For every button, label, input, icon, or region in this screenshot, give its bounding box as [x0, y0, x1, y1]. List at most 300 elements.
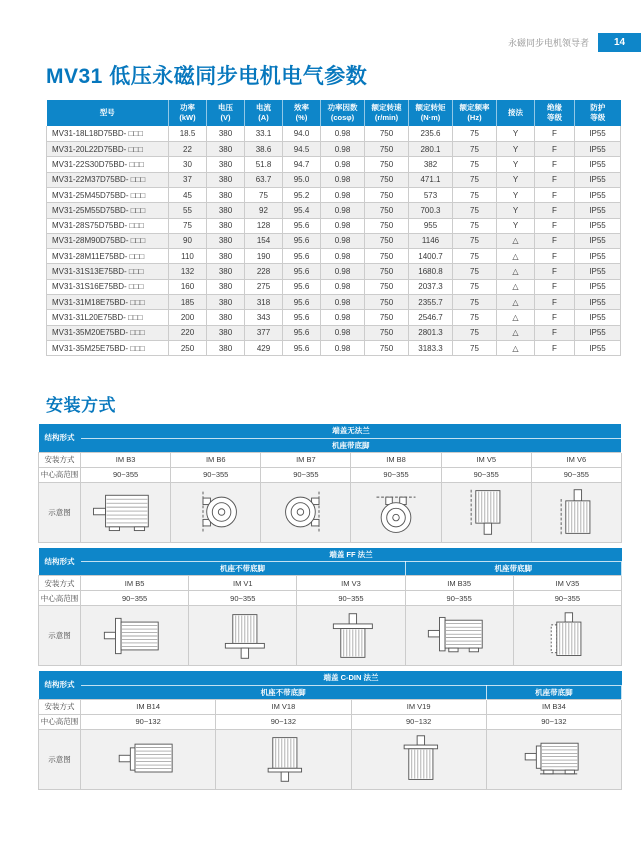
foot-group-row — [39, 438, 622, 452]
value-cell: 55 — [169, 203, 207, 218]
value-cell: △ — [497, 233, 535, 248]
value-cell: 63.7 — [245, 172, 283, 187]
value-cell: IP55 — [575, 249, 621, 264]
value-cell: 90 — [169, 233, 207, 248]
spec-table-row — [47, 203, 621, 218]
value-cell: 94.7 — [283, 157, 321, 172]
motor-diagram-cell — [351, 729, 486, 789]
motor-vert-flange-down-icon — [201, 610, 285, 662]
spec-col-header: 额定转矩 (N·m) — [409, 100, 453, 126]
spec-table-row — [47, 126, 621, 141]
spec-table-row — [47, 325, 621, 340]
value-cell: 750 — [365, 325, 409, 340]
value-cell: 75 — [169, 218, 207, 233]
value-cell: 22 — [169, 142, 207, 157]
center-height-range: 90~355 — [261, 467, 351, 482]
spec-table-row — [47, 157, 621, 172]
structure-row — [39, 548, 622, 562]
value-cell: 429 — [245, 340, 283, 355]
value-cell: F — [535, 310, 575, 325]
value-cell: △ — [497, 325, 535, 340]
value-cell: 0.98 — [321, 203, 365, 218]
foot-group-label: 机座带底脚 — [81, 438, 622, 452]
value-cell: △ — [497, 340, 535, 355]
value-cell: 1680.8 — [409, 264, 453, 279]
value-cell: IP55 — [575, 325, 621, 340]
page-number-badge: 14 — [598, 33, 641, 52]
header-tagline: 永磁同步电机领导者 — [507, 38, 589, 48]
value-cell: 750 — [365, 279, 409, 294]
flange-type: 端盖 C-DIN 法兰 — [81, 671, 622, 685]
motor-front-feet-right-icon — [264, 486, 348, 538]
value-cell: 75 — [453, 325, 497, 340]
mount-code: IM V6 — [531, 452, 621, 467]
value-cell: 185 — [169, 295, 207, 310]
value-cell: 95.6 — [283, 340, 321, 355]
value-cell: 380 — [207, 142, 245, 157]
mount-code: IM B7 — [261, 452, 351, 467]
value-cell: 750 — [365, 187, 409, 202]
model-cell: MV31-25M45D75BD- □□□ — [47, 187, 169, 202]
range-row-label: 中心高范围 — [39, 714, 81, 729]
spec-col-header: 效率 (%) — [283, 100, 321, 126]
model-cell: MV31-28M11E75BD- □□□ — [47, 249, 169, 264]
motor-diagram-cell — [81, 482, 171, 542]
value-cell: 955 — [409, 218, 453, 233]
value-cell: 110 — [169, 249, 207, 264]
motor-diagram-cell — [513, 606, 621, 666]
center-height-range: 90~132 — [351, 714, 486, 729]
center-height-range: 90~355 — [81, 467, 171, 482]
value-cell: 0.98 — [321, 187, 365, 202]
spec-table-row — [47, 187, 621, 202]
value-cell: 75 — [453, 172, 497, 187]
range-row — [39, 591, 622, 606]
value-cell: 75 — [453, 142, 497, 157]
value-cell: F — [535, 233, 575, 248]
spec-table-row — [47, 172, 621, 187]
model-cell: MV31-28M90D75BD- □□□ — [47, 233, 169, 248]
spec-col-header: 电压 (V) — [207, 100, 245, 126]
value-cell: 2355.7 — [409, 295, 453, 310]
mount-code: IM B6 — [171, 452, 261, 467]
mount-code: IM B34 — [486, 699, 621, 714]
value-cell: 750 — [365, 233, 409, 248]
model-cell: MV31-31S16E75BD- □□□ — [47, 279, 169, 294]
value-cell: IP55 — [575, 126, 621, 141]
diagram-row — [39, 606, 622, 666]
value-cell: 380 — [207, 249, 245, 264]
spec-table-row — [47, 249, 621, 264]
value-cell: 280.1 — [409, 142, 453, 157]
spec-col-header: 接法 — [497, 100, 535, 126]
center-height-range: 90~355 — [81, 591, 189, 606]
model-cell: MV31-22S30D75BD- □□□ — [47, 157, 169, 172]
value-cell: 343 — [245, 310, 283, 325]
value-cell: 0.98 — [321, 264, 365, 279]
value-cell: 380 — [207, 157, 245, 172]
value-cell: 318 — [245, 295, 283, 310]
value-cell: 95.6 — [283, 233, 321, 248]
diagram-row — [39, 729, 622, 789]
motor-vert-up-wall-icon — [534, 486, 618, 538]
mount-code: IM V18 — [216, 699, 351, 714]
value-cell: IP55 — [575, 233, 621, 248]
value-cell: 75 — [453, 340, 497, 355]
value-cell: 200 — [169, 310, 207, 325]
value-cell: Y — [497, 218, 535, 233]
value-cell: 95.2 — [283, 187, 321, 202]
value-cell: 750 — [365, 157, 409, 172]
value-cell: 275 — [245, 279, 283, 294]
page-header — [508, 33, 641, 52]
value-cell: 132 — [169, 264, 207, 279]
motor-vert-down-wall-icon — [444, 486, 528, 538]
value-cell: 95.6 — [283, 249, 321, 264]
motor-front-feet-top-icon — [354, 486, 438, 538]
spec-table — [46, 100, 621, 356]
value-cell: 75 — [453, 218, 497, 233]
foot-group-label: 机座不带底脚 — [81, 685, 487, 699]
foot-group-row — [39, 562, 622, 576]
value-cell: 18.5 — [169, 126, 207, 141]
structure-row — [39, 424, 622, 438]
value-cell: 3183.3 — [409, 340, 453, 355]
value-cell: 700.3 — [409, 203, 453, 218]
value-cell: 30 — [169, 157, 207, 172]
spec-table-row — [47, 340, 621, 355]
value-cell: IP55 — [575, 218, 621, 233]
value-cell: 0.98 — [321, 126, 365, 141]
motor-front-feet-left-icon — [174, 486, 258, 538]
value-cell: 750 — [365, 340, 409, 355]
value-cell: F — [535, 264, 575, 279]
value-cell: 377 — [245, 325, 283, 340]
value-cell: 0.98 — [321, 279, 365, 294]
value-cell: 38.6 — [245, 142, 283, 157]
model-cell: MV31-20L22D75BD- □□□ — [47, 142, 169, 157]
value-cell: 128 — [245, 218, 283, 233]
model-cell: MV31-35M20E75BD- □□□ — [47, 325, 169, 340]
mount-row — [39, 576, 622, 591]
value-cell: 380 — [207, 295, 245, 310]
value-cell: F — [535, 203, 575, 218]
value-cell: 95.6 — [283, 279, 321, 294]
value-cell: 380 — [207, 340, 245, 355]
value-cell: △ — [497, 249, 535, 264]
value-cell: 0.98 — [321, 249, 365, 264]
value-cell: F — [535, 218, 575, 233]
value-cell: 154 — [245, 233, 283, 248]
mount-row — [39, 452, 622, 467]
value-cell: 1146 — [409, 233, 453, 248]
value-cell: △ — [497, 279, 535, 294]
value-cell: 382 — [409, 157, 453, 172]
model-cell: MV31-31S13E75BD- □□□ — [47, 264, 169, 279]
model-cell: MV31-22M37D75BD- □□□ — [47, 172, 169, 187]
value-cell: 160 — [169, 279, 207, 294]
range-row-label: 中心高范围 — [39, 467, 81, 482]
value-cell: F — [535, 279, 575, 294]
spec-col-header: 型号 — [47, 100, 169, 126]
value-cell: 190 — [245, 249, 283, 264]
mount-code: IM B5 — [81, 576, 189, 591]
motor-diagram-cell — [351, 482, 441, 542]
value-cell: Y — [497, 203, 535, 218]
value-cell: IP55 — [575, 157, 621, 172]
motor-diagram-cell — [171, 482, 261, 542]
value-cell: Y — [497, 157, 535, 172]
motor-diagram-cell — [261, 482, 351, 542]
value-cell: 380 — [207, 279, 245, 294]
motor-diagram-cell — [531, 482, 621, 542]
value-cell: 250 — [169, 340, 207, 355]
value-cell: IP55 — [575, 310, 621, 325]
value-cell: 2037.3 — [409, 279, 453, 294]
motor-vert-flange-up-icon — [309, 610, 393, 662]
motor-vert-flange-small-down-icon — [241, 733, 325, 785]
mount-code: IM B8 — [351, 452, 441, 467]
value-cell: 0.98 — [321, 340, 365, 355]
value-cell: 750 — [365, 218, 409, 233]
diagram-row-label: 示意图 — [39, 729, 81, 789]
install-tables — [38, 424, 621, 795]
mount-code: IM B35 — [405, 576, 513, 591]
value-cell: Y — [497, 142, 535, 157]
value-cell: F — [535, 325, 575, 340]
diagram-row-label: 示意图 — [39, 606, 81, 666]
value-cell: 51.8 — [245, 157, 283, 172]
value-cell: 75 — [453, 264, 497, 279]
motor-diagram-cell — [216, 729, 351, 789]
motor-diagram-cell — [81, 729, 216, 789]
model-cell: MV31-35M25E75BD- □□□ — [47, 340, 169, 355]
range-row — [39, 467, 622, 482]
range-row-label: 中心高范围 — [39, 591, 81, 606]
value-cell: △ — [497, 295, 535, 310]
diagram-row — [39, 482, 622, 542]
value-cell: 95.6 — [283, 325, 321, 340]
motor-diagram-cell — [405, 606, 513, 666]
value-cell: 45 — [169, 187, 207, 202]
motor-side-flange-feet-small-icon — [512, 733, 596, 785]
value-cell: 1400.7 — [409, 249, 453, 264]
foot-group-label: 机座带底脚 — [405, 562, 621, 576]
flange-type: 端盖无法兰 — [81, 424, 622, 438]
center-height-range: 90~132 — [486, 714, 621, 729]
spec-table-body — [47, 126, 621, 355]
value-cell: 0.98 — [321, 172, 365, 187]
spec-col-header: 电流 (A) — [245, 100, 283, 126]
center-height-range: 90~355 — [351, 467, 441, 482]
value-cell: IP55 — [575, 340, 621, 355]
motor-side-flange-icon — [93, 610, 177, 662]
mount-code: IM V3 — [297, 576, 405, 591]
value-cell: 92 — [245, 203, 283, 218]
value-cell: 750 — [365, 264, 409, 279]
spec-col-header: 额定转速 (r/min) — [365, 100, 409, 126]
center-height-range: 90~355 — [513, 591, 621, 606]
spec-col-header: 防护 等级 — [575, 100, 621, 126]
mount-row-label: 安装方式 — [39, 452, 81, 467]
center-height-range: 90~355 — [189, 591, 297, 606]
section-title: 安装方式 — [46, 396, 116, 415]
value-cell: F — [535, 249, 575, 264]
value-cell: 95.4 — [283, 203, 321, 218]
value-cell: 380 — [207, 187, 245, 202]
value-cell: 0.98 — [321, 295, 365, 310]
range-row — [39, 714, 622, 729]
value-cell: 750 — [365, 295, 409, 310]
center-height-range: 90~355 — [171, 467, 261, 482]
value-cell: 95.6 — [283, 218, 321, 233]
spec-table-head — [47, 100, 621, 126]
spec-table-row — [47, 264, 621, 279]
value-cell: △ — [497, 264, 535, 279]
value-cell: 573 — [409, 187, 453, 202]
mount-row — [39, 699, 622, 714]
value-cell: IP55 — [575, 264, 621, 279]
value-cell: 750 — [365, 172, 409, 187]
spec-table-row — [47, 295, 621, 310]
value-cell: IP55 — [575, 172, 621, 187]
value-cell: 750 — [365, 126, 409, 141]
value-cell: 75 — [453, 310, 497, 325]
motor-diagram-cell — [486, 729, 621, 789]
value-cell: 0.98 — [321, 310, 365, 325]
value-cell: 2801.3 — [409, 325, 453, 340]
value-cell: F — [535, 187, 575, 202]
center-height-range: 90~355 — [297, 591, 405, 606]
center-height-range: 90~132 — [81, 714, 216, 729]
center-height-range: 90~132 — [216, 714, 351, 729]
value-cell: 75 — [453, 157, 497, 172]
motor-vert-up-flange-small-icon — [377, 733, 461, 785]
value-cell: 0.98 — [321, 325, 365, 340]
value-cell: Y — [497, 187, 535, 202]
value-cell: 380 — [207, 126, 245, 141]
motor-diagram-cell — [189, 606, 297, 666]
motor-side-flange-feet-icon — [417, 610, 501, 662]
mount-code: IM V19 — [351, 699, 486, 714]
motor-diagram-cell — [81, 606, 189, 666]
structure-label: 结构形式 — [39, 548, 81, 576]
foot-group-label: 机座带底脚 — [486, 685, 621, 699]
value-cell: 471.1 — [409, 172, 453, 187]
value-cell: 380 — [207, 218, 245, 233]
structure-row — [39, 671, 622, 685]
value-cell: 2546.7 — [409, 310, 453, 325]
mount-code: IM B3 — [81, 452, 171, 467]
value-cell: 750 — [365, 249, 409, 264]
value-cell: 380 — [207, 203, 245, 218]
mount-code: IM B14 — [81, 699, 216, 714]
model-cell: MV31-31L20E75BD- □□□ — [47, 310, 169, 325]
value-cell: F — [535, 172, 575, 187]
value-cell: 75 — [453, 249, 497, 264]
value-cell: 95.0 — [283, 172, 321, 187]
value-cell: IP55 — [575, 279, 621, 294]
value-cell: 95.6 — [283, 264, 321, 279]
spec-table-row — [47, 310, 621, 325]
value-cell: Y — [497, 126, 535, 141]
structure-label: 结构形式 — [39, 424, 81, 452]
install-table-3 — [38, 671, 622, 790]
spec-col-header: 额定频率 (Hz) — [453, 100, 497, 126]
install-table-2 — [38, 548, 622, 667]
motor-diagram-cell — [441, 482, 531, 542]
center-height-range: 90~355 — [405, 591, 513, 606]
value-cell: 380 — [207, 310, 245, 325]
mount-row-label: 安装方式 — [39, 699, 81, 714]
value-cell: 75 — [453, 295, 497, 310]
center-height-range: 90~355 — [531, 467, 621, 482]
mount-code: IM V35 — [513, 576, 621, 591]
value-cell: 75 — [453, 233, 497, 248]
mount-row-label: 安装方式 — [39, 576, 81, 591]
motor-side-flange-small-icon — [106, 733, 190, 785]
value-cell: F — [535, 142, 575, 157]
value-cell: F — [535, 295, 575, 310]
value-cell: 0.98 — [321, 157, 365, 172]
value-cell: IP55 — [575, 203, 621, 218]
value-cell: IP55 — [575, 295, 621, 310]
value-cell: △ — [497, 310, 535, 325]
mount-code: IM V1 — [189, 576, 297, 591]
value-cell: 220 — [169, 325, 207, 340]
install-table-1 — [38, 424, 622, 543]
value-cell: 380 — [207, 264, 245, 279]
value-cell: 94.0 — [283, 126, 321, 141]
spec-header-row — [47, 100, 621, 126]
value-cell: 380 — [207, 233, 245, 248]
value-cell: 37 — [169, 172, 207, 187]
motor-diagram-cell — [297, 606, 405, 666]
value-cell: 75 — [245, 187, 283, 202]
value-cell: 235.6 — [409, 126, 453, 141]
value-cell: 750 — [365, 203, 409, 218]
model-cell: MV31-18L18D75BD- □□□ — [47, 126, 169, 141]
page-title: MV31 低压永磁同步电机电气参数 — [46, 65, 368, 88]
flange-type: 端盖 FF 法兰 — [81, 548, 622, 562]
value-cell: 75 — [453, 203, 497, 218]
value-cell: 95.6 — [283, 295, 321, 310]
value-cell: 75 — [453, 279, 497, 294]
foot-group-row — [39, 685, 622, 699]
diagram-row-label: 示意图 — [39, 482, 81, 542]
model-cell: MV31-28S75D75BD- □□□ — [47, 218, 169, 233]
spec-table-row — [47, 218, 621, 233]
structure-label: 结构形式 — [39, 671, 81, 699]
value-cell: 95.6 — [283, 310, 321, 325]
value-cell: 380 — [207, 325, 245, 340]
value-cell: 75 — [453, 187, 497, 202]
value-cell: F — [535, 157, 575, 172]
spec-col-header: 绝缘 等级 — [535, 100, 575, 126]
model-cell: MV31-31M18E75BD- □□□ — [47, 295, 169, 310]
mount-code: IM V5 — [441, 452, 531, 467]
value-cell: F — [535, 340, 575, 355]
spec-col-header: 功率 (kW) — [169, 100, 207, 126]
value-cell: 0.98 — [321, 218, 365, 233]
value-cell: 750 — [365, 142, 409, 157]
value-cell: 33.1 — [245, 126, 283, 141]
spec-table-row — [47, 142, 621, 157]
value-cell: 380 — [207, 172, 245, 187]
value-cell: 0.98 — [321, 233, 365, 248]
value-cell: 94.5 — [283, 142, 321, 157]
spec-table-row — [47, 279, 621, 294]
